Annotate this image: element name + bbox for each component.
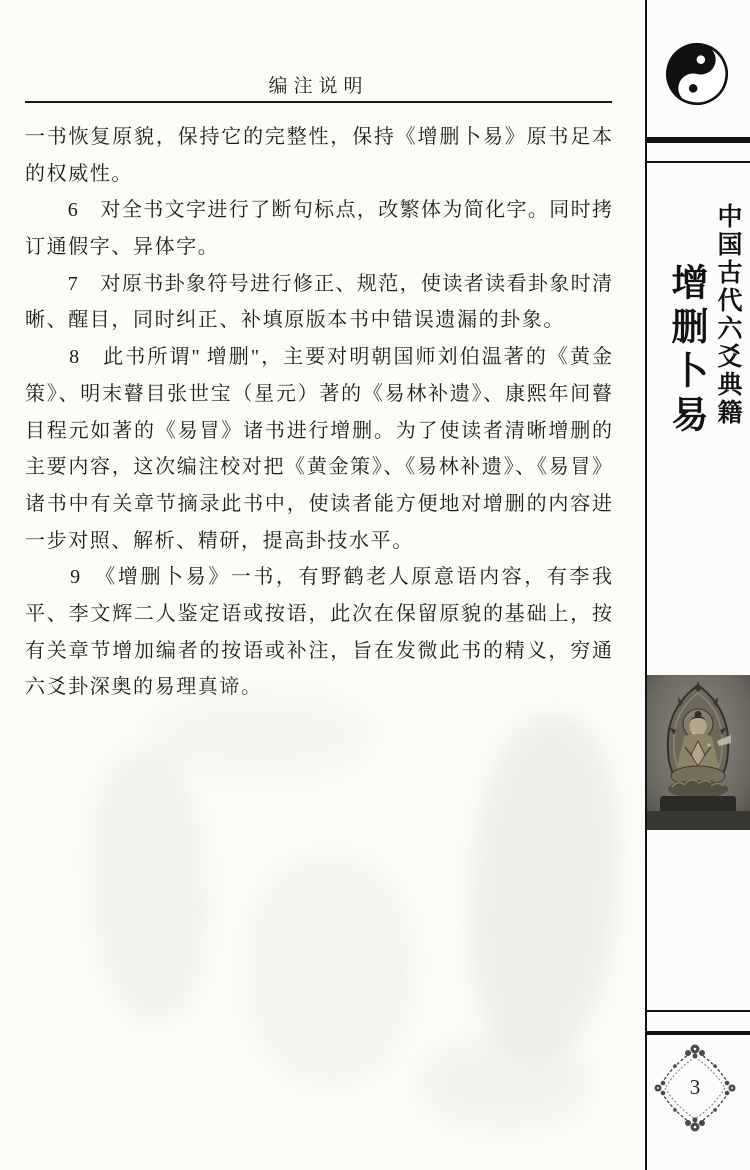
text-line: 订通假字、异体字。 [25, 236, 220, 259]
text-line: 9 《增删卜易》一书，有野鹤老人原意语内容，有李我 [25, 566, 612, 589]
series-title-vertical: 中国古代六爻典籍 [714, 203, 741, 427]
text-line: 主要内容，这次编注校对把《黄金策》、《易林补遗》、《易冒》 [25, 456, 612, 479]
text-line: 6 对全书文字进行了断句标点，改繁体为简化字。同时拷 [25, 199, 612, 222]
sidebar [645, 0, 750, 1170]
text-line: 目程元如著的《易冒》诸书进行增删。为了使读者清晰增删的 [25, 419, 612, 442]
text-line: 策》、明末瞽目张世宝（星元）著的《易林补遗》、康熙年间瞽 [25, 382, 612, 405]
text-line: 诸书中有关章节摘录此书中，使读者能方便地对增删的内容进 [25, 492, 612, 515]
text-line: 一书恢复原貌，保持它的完整性，保持《增删卜易》原书足本 [25, 126, 612, 148]
text-line: 平、李文辉二人鉴定语或按语，此次在保留原貌的基础上，按 [25, 602, 612, 625]
page-bleedthrough [460, 710, 629, 1064]
text-line: 的权威性。 [25, 162, 133, 185]
page-title: 编注说明 [268, 76, 369, 97]
divider-rule-thin [647, 1010, 750, 1012]
page-number: 3 [689, 1075, 701, 1099]
text-line: 有关章节增加编者的按语或补注，旨在发微此书的精义，穷通 [25, 639, 612, 662]
page-bleedthrough [420, 1035, 590, 1130]
body-text [25, 119, 612, 706]
page-bleedthrough [245, 855, 415, 1085]
yin-yang-icon [664, 41, 730, 107]
book-title-vertical: 增删卜易 [665, 263, 706, 439]
divider-rule-thick [647, 1031, 750, 1035]
page-bleedthrough [85, 747, 214, 1023]
text-line: 晰、醒目，同时纠正、补填原版本书中错误遗漏的卦象。 [25, 309, 565, 332]
divider-rule-thin [647, 161, 750, 163]
header-rule [25, 101, 612, 103]
text-line: 六爻卦深奥的易理真谛。 [25, 676, 263, 699]
text-line: 8 此书所谓" 增删"，主要对明朝国师刘伯温著的《黄金 [25, 346, 612, 369]
buddha-statue-photo [647, 675, 750, 830]
divider-rule-thick [647, 137, 750, 143]
text-line: 7 对原书卦象符号进行修正、规范，使读者读看卦象时清 [25, 272, 612, 295]
page-number-ornament [651, 1042, 739, 1134]
text-line: 一步对照、解析、精研，提高卦技水平。 [25, 529, 414, 552]
